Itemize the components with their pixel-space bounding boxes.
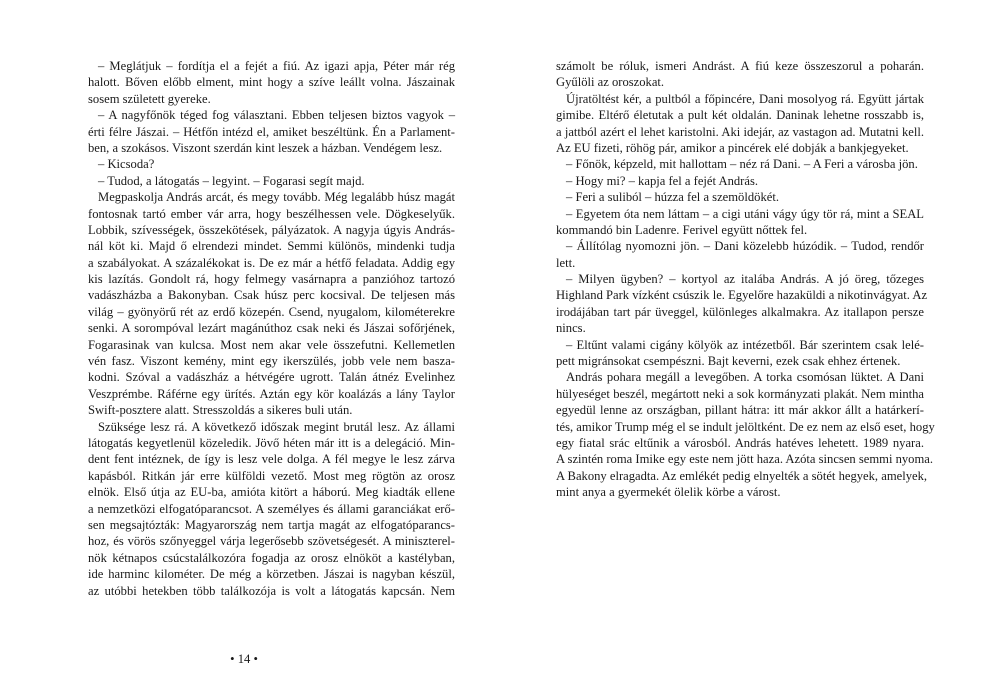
text-line: Gyűlöli az oroszokat. bbox=[556, 75, 665, 90]
text-line: kapásból. Ritkán jár erre külföldi vezető. Most meg rögtön az orosz bbox=[88, 468, 455, 483]
text-line: – Hogy mi? – kapja fel a fejét András. bbox=[566, 173, 758, 188]
paragraph bbox=[88, 173, 455, 189]
paragraph bbox=[556, 337, 924, 370]
paragraph bbox=[88, 189, 455, 418]
text-line: vadászházba a Bakonyban. Csak húsz perc kocsival. De teljesen más bbox=[88, 288, 455, 303]
text-line: A Bakony elragadta. Az emlékét pedig elnyelték a sötét hegyek, amelyek, bbox=[556, 468, 928, 483]
right-page-text bbox=[556, 58, 935, 501]
text-line: látogatás kegyetlenül közeledik. Jövő héten már itt is a delegáció. Min- bbox=[88, 435, 455, 450]
text-line: érti félre Jászai. – Hétfőn intézd el, amiket beszéltünk. Én a Parlament- bbox=[88, 124, 455, 139]
text-line: tés, amikor Trump még el se indult jelöltként. De ez nem az első eset, hogy bbox=[556, 419, 935, 434]
paragraph bbox=[556, 189, 924, 205]
text-line: – Eltűnt valami cigány kölyök az intézetből. Bár szerintem csak lelé- bbox=[566, 337, 924, 352]
text-line: András pohara megáll a levegőben. A torka csomósan lüktet. A Dani bbox=[566, 370, 924, 385]
page-number: • 14 • bbox=[230, 652, 258, 666]
paragraph bbox=[556, 156, 924, 172]
paragraph bbox=[556, 173, 924, 189]
text-line: irodájában tart pár üveggel, különleges alkalmakra. Az itallapon persze bbox=[556, 304, 924, 319]
text-line: Fogarasinak van kulcsa. Most nem akar vele összefutni. Kellemetlen bbox=[88, 337, 455, 352]
text-line: – Milyen ügyben? – kortyol az italába András. A jó öreg, tőzeges bbox=[566, 272, 924, 287]
paragraph bbox=[556, 369, 935, 500]
text-line: elnök. Első útja az EU-ba, amióta kitört a háború. Meg kiadták ellene bbox=[88, 485, 455, 500]
text-line: Veszprémbe. Ráférne egy ürítés. Aztán egy kör koalázás a lány Taylor bbox=[88, 386, 455, 401]
text-line: nök kétnapos csúcstalálkozóra fogadja az orosz elnököt a kastélyban, bbox=[88, 550, 455, 565]
text-line: Swift-posztere alatt. Stresszoldás a sikeres buli után. bbox=[88, 403, 353, 418]
text-line: mint anya a gyermekét ölelik körbe a várost. bbox=[556, 485, 781, 500]
text-line: A szintén roma Imike egy este nem jött haza. Azóta sincsen semmi nyoma. bbox=[556, 452, 934, 467]
text-line: Megpaskolja András arcát, és megy tovább. Még legalább húsz magát bbox=[98, 190, 455, 205]
paragraph bbox=[88, 107, 455, 156]
text-line: a nemzetközi elfogatóparancsot. A személyes és állami garanciákat erő- bbox=[88, 501, 455, 516]
text-line: – Meglátjuk – fordítja el a fejét a fiú. Az igazi apja, Péter már rég bbox=[98, 59, 455, 73]
text-line: kis lazítás. Gondolt rá, hogy felmegy vasárnapra a panzióhoz tartozó bbox=[88, 272, 455, 287]
text-line: – Tudod, a látogatás – legyint. – Fogarasi segít majd. bbox=[98, 173, 365, 188]
text-line: ben, a szokásos. Viszont szerdán kint leszek a házban. Vendégem lesz. bbox=[88, 140, 443, 155]
text-line: nál köt ki. Majd ő elrendezi mindet. Semmi különös, mindenki tudja bbox=[88, 239, 455, 254]
text-line: hülyeséget beszél, megártott neki a sok kormányzati plakát. Nem mintha bbox=[556, 386, 924, 401]
text-line: halott. Bőven előbb elment, mint hogy a szíve leállt volna. Jászainak bbox=[88, 75, 455, 90]
text-line: egyedül lenne az országban, pillant hátra: itt már akkor állt a határkerí- bbox=[556, 403, 924, 418]
text-line: – A nagyfőnök téged fog választani. Ebben teljesen biztos vagyok – bbox=[98, 108, 455, 123]
text-line: – Kicsoda? bbox=[98, 157, 155, 172]
text-line: Az EU fizeti, röhög pár, amikor a pincérek elé dobják a bankjegyeket. bbox=[556, 140, 909, 155]
paragraph bbox=[556, 206, 924, 239]
text-line: – Főnök, képzeld, mit hallottam – néz rá Dani. – A Feri a városba jön. bbox=[566, 157, 918, 172]
text-line: ide harminc kilométer. De még a körzetben. Jászai is nagyban készül, bbox=[88, 567, 455, 582]
paragraph bbox=[88, 419, 455, 599]
paragraph bbox=[88, 156, 455, 172]
text-line: nincs. bbox=[556, 321, 586, 336]
text-line: fontosnak tartó ember vár arra, hogy beszélhessen vele. Dögkeselyűk. bbox=[88, 206, 455, 221]
text-line: a jattból azért el lehet karistolni. Aki idejár, az vastagon ad. Mutatni kell. bbox=[556, 124, 924, 139]
text-line: dent fent intéznek, de így is lesz vele dolga. A fél megye le lesz zárva bbox=[88, 452, 455, 467]
text-line: vén fasz. Viszont kemény, mint egy ikerszülés, jobb vele nem basza- bbox=[88, 354, 455, 369]
text-line: – Egyetem óta nem láttam – a cigi utáni vágy úgy tör rá, mint a SEAL bbox=[566, 206, 924, 221]
text-line: Újratöltést kér, a pultból a főpincére, Dani mosolyog rá. Együtt jártak bbox=[566, 91, 924, 106]
text-line: kommandó bin Ladenre. Ferivel együtt nőttek fel. bbox=[556, 222, 808, 237]
paragraph bbox=[556, 91, 924, 157]
text-line: egy fiatal srác eltűnik a városból. András hatéves lehetett. 1989 nyara. bbox=[556, 435, 924, 450]
text-line: pett migránsokat csempészni. Bajt keverni, ezek csak ehhez értenek. bbox=[556, 354, 901, 369]
paragraph bbox=[556, 238, 924, 271]
left-page-text bbox=[88, 58, 455, 599]
text-line: Highland Park vízként csúszik le. Egyelőre hazaküldi a nikotinvágyat. Az bbox=[556, 288, 928, 303]
text-line: – Feri a suliból – húzza fel a szemöldökét. bbox=[566, 190, 779, 205]
text-line: számolt be róluk, ismeri Andrást. A fiú keze összeszorul a poharán. bbox=[556, 59, 924, 73]
text-line: lett. bbox=[556, 255, 576, 270]
paragraph bbox=[556, 58, 924, 91]
text-line: a szabályokat. A százalékokat is. De ez már a hétfő feladata. Addig egy bbox=[88, 255, 455, 270]
paragraph bbox=[556, 271, 928, 337]
text-line: sen megsajtózták: Magyarország nem tartja magát az elfogatóparancs- bbox=[88, 517, 455, 532]
paragraph bbox=[88, 58, 455, 107]
text-line: az utóbbi hetekben több találkozója is volt a látogatás kapcsán. Nem bbox=[88, 583, 455, 598]
text-line: – Állítólag nyomozni jön. – Dani közelebb húzódik. – Tudod, rendőr bbox=[566, 239, 924, 254]
text-line: sosem született gyereke. bbox=[88, 91, 211, 106]
text-line: hoz, és vörös szőnyeggel várja legerősebb szövetségesét. A miniszterel- bbox=[88, 534, 455, 549]
text-line: Szüksége lesz rá. A következő időszak megint brutál lesz. Az állami bbox=[98, 419, 455, 434]
text-line: senki. A sorompóval lezárt magánúthoz csak neki és Jászai sofőrjének, bbox=[88, 321, 455, 336]
text-line: kodni. Szóval a vadászház a hétvégére ugrott. Talán átnéz Evelinhez bbox=[88, 370, 455, 385]
text-line: világ – gyönyörű rét az erdő közepén. Csend, nyugalom, kilométerekre bbox=[88, 304, 455, 319]
text-line: Lobbik, szívességek, összekötések, pályázatok. A nagyja úgyis András- bbox=[88, 222, 455, 237]
text-line: gimibe. Eltérő életutak a pult két oldalán. Daninak lehetne rosszabb is, bbox=[556, 108, 924, 123]
